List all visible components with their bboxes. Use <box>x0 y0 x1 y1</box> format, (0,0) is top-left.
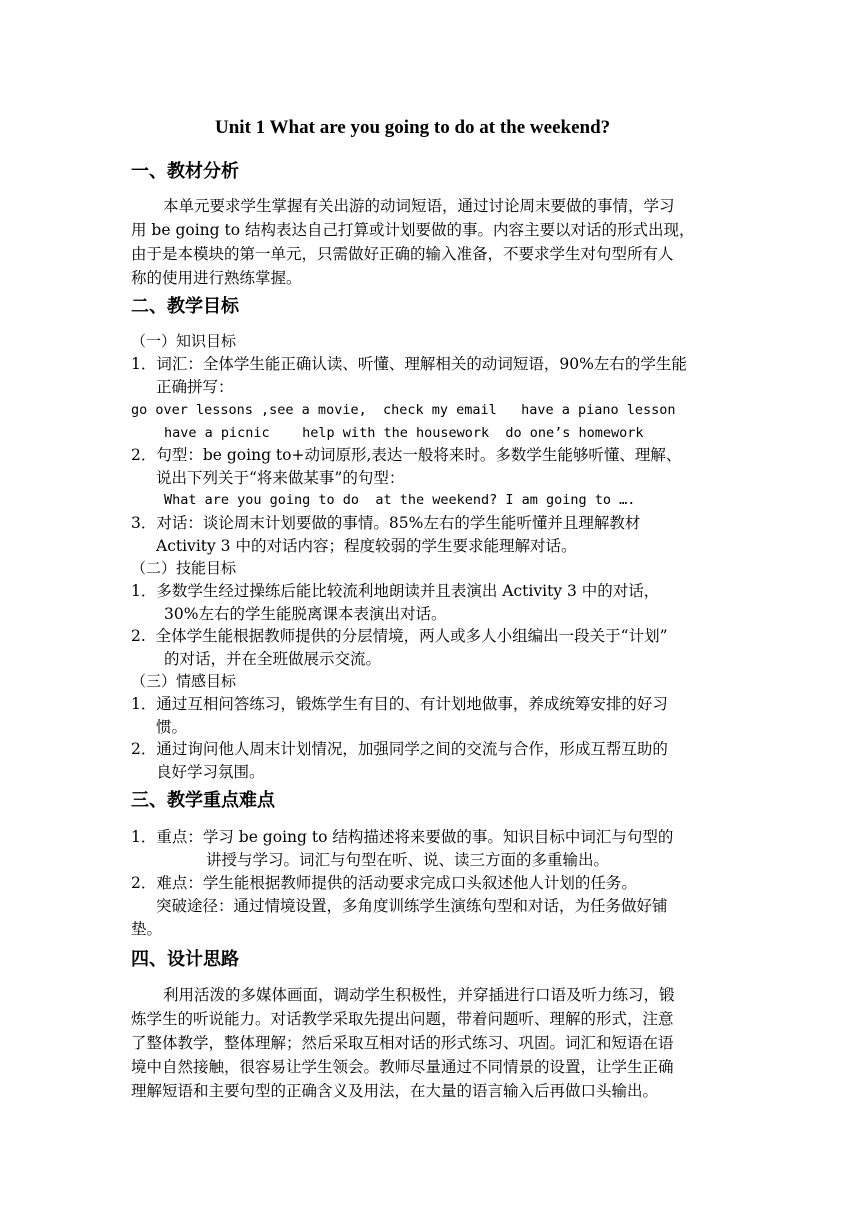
paragraph-line: 由于是本模块的第一单元，只需做好正确的输入准备，不要求学生对句型所有人 <box>131 245 674 263</box>
section-heading-3: 三、教学重点难点 <box>131 790 275 811</box>
paragraph-line: 垫。 <box>131 920 163 938</box>
list-item: 3．对话：谈论周末计划要做的事情。85%左右的学生能听懂并且理解教材 <box>131 514 641 532</box>
paragraph-line: 利用活泼的多媒体画面，调动学生积极性，并穿插进行口语及听力练习，锻 <box>163 986 675 1004</box>
section-heading-1: 一、教材分析 <box>131 161 239 182</box>
list-item-continued: 正确拼写： <box>156 378 234 396</box>
section-heading-2: 二、教学目标 <box>131 296 239 317</box>
list-item-continued: 30%左右的学生能脱离课本表演出对话。 <box>164 605 447 623</box>
list-item-continued: 说出下列关于“将来做某事”的句型： <box>156 469 405 487</box>
list-item: 1．词汇：全体学生能正确认读、听懂、理解相关的动词短语，90%左右的学生能 <box>131 355 687 373</box>
list-item: 1．重点：学习 be going to 结构描述将来要做的事。知识目标中词汇与句型的 <box>131 828 674 846</box>
list-item-continued: Activity 3 中的对话内容；程度较弱的学生要求能理解对话。 <box>156 537 577 555</box>
example-sentence: What are you going to do at the weekend? I am going to …. <box>164 492 636 508</box>
paragraph-line: 境中自然接触，很容易让学生领会。教师尽量通过不同情景的设置，让学生正确 <box>131 1058 674 1076</box>
list-item: 2. 全体学生能根据教师提供的分层情境，两人或多人小组编出一段关于“计划” <box>131 627 668 645</box>
list-item: 1．多数学生经过操练后能比较流利地朗读并且表演出 Activity 3 中的对话， <box>131 582 660 600</box>
list-item-continued: 惯。 <box>156 718 188 736</box>
list-item: 2．难点：学生能根据教师提供的活动要求完成口头叙述他人计划的任务。 <box>131 874 637 892</box>
list-item: 1．通过互相问答练习，锻炼学生有目的、有计划地做事，养成统筹安排的好习 <box>131 695 668 713</box>
list-item-continued: 讲授与学习。词汇与句型在听、说、读三方面的多重输出。 <box>206 851 610 869</box>
paragraph-line: 理解短语和主要句型的正确含义及用法，在大量的语言输入后再做口头输出。 <box>131 1082 659 1100</box>
section-heading-4: 四、设计思路 <box>131 949 239 970</box>
paragraph-line: 突破途径：通过情境设置，多角度训练学生演练句型和对话，为任务做好铺 <box>156 897 668 915</box>
phrase-list: have a picnic help with the housework do one’s homework <box>164 425 644 441</box>
document-title: Unit 1 What are you going to do at the weekend? <box>215 117 611 138</box>
paragraph-line: 用 be going to 结构表达自己打算或计划要做的事。内容主要以对话的形式出现， <box>131 221 695 239</box>
subheading: （三）情感目标 <box>131 672 237 690</box>
paragraph-line: 了整体教学，整体理解；然后采取互相对话的形式练习、巩固。词汇和短语在语 <box>131 1034 674 1052</box>
phrase-list: go over lessons ,see a movie, check my email have a piano lesson <box>131 402 676 418</box>
paragraph-line: 本单元要求学生掌握有关出游的动词短语，通过讨论周末要做的事情，学习 <box>163 197 675 215</box>
paragraph-line: 炼学生的听说能力。对话教学采取先提出问题，带着问题听、理解的形式，注意 <box>131 1010 674 1028</box>
subheading: （一）知识目标 <box>131 332 237 350</box>
paragraph-line: 称的使用进行熟练掌握。 <box>131 269 302 287</box>
subheading: （二）技能目标 <box>131 559 237 577</box>
list-item: 2．通过询问他人周末计划情况，加强同学之间的交流与合作，形成互帮互助的 <box>131 740 668 758</box>
list-item: 2．句型：be going to+动词原形,表达一般将来时。多数学生能够听懂、理解、 <box>131 446 682 464</box>
list-item-continued: 的对话，并在全班做展示交流。 <box>164 650 382 668</box>
list-item-continued: 良好学习氛围。 <box>156 763 265 781</box>
